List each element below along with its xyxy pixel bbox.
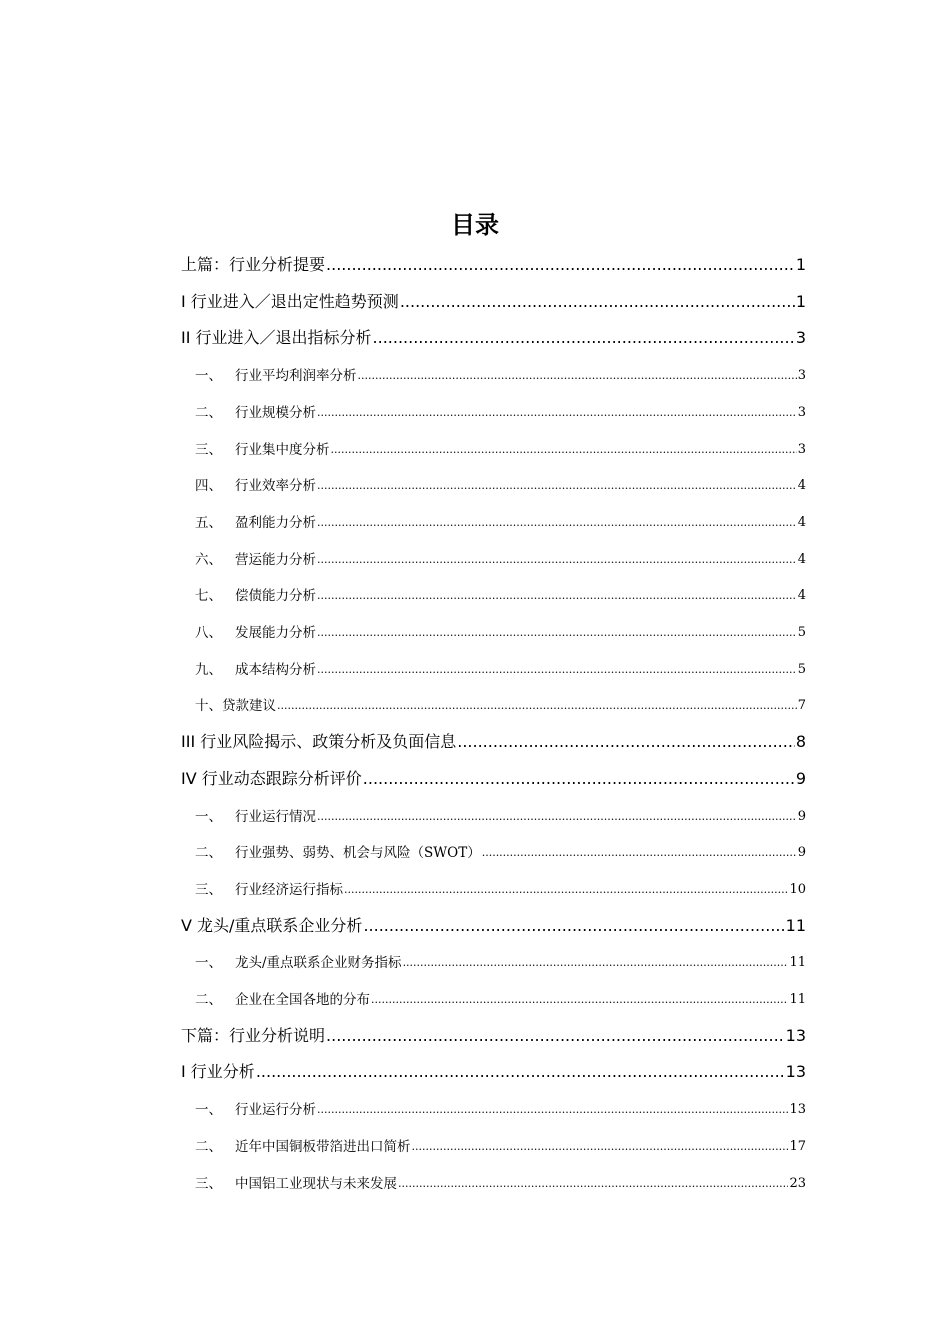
toc-page-number: 5 bbox=[797, 661, 806, 677]
toc-entry-section[interactable] bbox=[195, 362, 806, 386]
toc-entry-section[interactable] bbox=[195, 839, 806, 863]
toc-entry-label: 行业强势、弱势、机会与风险（SWOT） bbox=[235, 845, 481, 862]
toc-entry-section[interactable] bbox=[195, 509, 806, 533]
toc-dot-leader bbox=[317, 1096, 788, 1120]
toc-dot-leader bbox=[373, 325, 795, 349]
toc-dot-leader bbox=[400, 289, 795, 313]
toc-entry-label: 行业运行分析 bbox=[235, 1102, 316, 1119]
toc-entry-number: 二、 bbox=[195, 404, 222, 421]
toc-dot-leader bbox=[277, 692, 797, 716]
toc-entry-chapter[interactable] bbox=[181, 325, 806, 349]
toc-page-number: 23 bbox=[789, 1175, 806, 1191]
toc-dot-leader bbox=[344, 876, 788, 900]
toc-entry-number: 十、 bbox=[195, 698, 222, 715]
toc-entry-label: 上篇：行业分析提要 bbox=[181, 255, 326, 274]
toc-entry-label: V 龙头/重点联系企业分析 bbox=[181, 915, 363, 935]
toc-entry-section[interactable] bbox=[195, 582, 806, 606]
toc-entry-section[interactable] bbox=[195, 436, 806, 460]
toc-entry-label: 行业经济运行指标 bbox=[235, 881, 343, 898]
toc-entry-label: 行业规模分析 bbox=[235, 404, 316, 421]
toc-page-number: 13 bbox=[785, 1025, 806, 1045]
toc-entry-label: 行业运行情况 bbox=[235, 808, 316, 825]
toc-entry-label: 偿债能力分析 bbox=[235, 588, 316, 605]
toc-dot-leader bbox=[317, 399, 797, 423]
toc-dot-leader bbox=[317, 656, 797, 680]
toc-entry-number: 二、 bbox=[195, 992, 222, 1008]
toc-entry-label: 行业平均利润率分析 bbox=[235, 368, 357, 385]
toc-entry-label: 行业效率分析 bbox=[235, 478, 316, 495]
toc-entry-number: 三、 bbox=[195, 1175, 222, 1192]
toc-entry-label: I 行业进入／退出定性趋势预测 bbox=[181, 291, 399, 311]
toc-dot-leader bbox=[363, 766, 795, 790]
toc-entry-label: IV 行业动态跟踪分析评价 bbox=[181, 768, 362, 788]
toc-page-number: 11 bbox=[789, 955, 806, 971]
toc-entry-label: I 行业分析 bbox=[181, 1062, 255, 1082]
toc-entry-chapter[interactable] bbox=[181, 729, 806, 753]
toc-page-number: 11 bbox=[785, 915, 806, 935]
toc-dot-leader bbox=[317, 509, 797, 533]
toc-dot-leader bbox=[326, 1023, 785, 1047]
toc-page-number: 11 bbox=[789, 992, 806, 1007]
toc-entry-section[interactable] bbox=[195, 1133, 806, 1157]
toc-page-number: 17 bbox=[789, 1138, 806, 1154]
toc-entry-label: 下篇：行业分析说明 bbox=[181, 1025, 326, 1045]
toc-entry-number: 九、 bbox=[195, 661, 222, 678]
toc-dot-leader bbox=[371, 986, 788, 1010]
toc-page-number: 10 bbox=[789, 881, 806, 897]
toc-entry-number: 六、 bbox=[195, 551, 222, 568]
toc-dot-leader bbox=[398, 1170, 788, 1194]
toc-entry-number: 五、 bbox=[195, 514, 222, 531]
toc-entry-section[interactable] bbox=[195, 803, 806, 827]
toc-entry-number: 一、 bbox=[195, 808, 222, 825]
toc-page-number: 9 bbox=[797, 845, 806, 861]
toc-page-number: 4 bbox=[797, 588, 806, 604]
toc-entry-label: 龙头/重点联系企业财务指标 bbox=[235, 955, 402, 972]
toc-dot-leader bbox=[326, 252, 795, 276]
toc-dot-leader bbox=[331, 436, 797, 460]
toc-page-number: 1 bbox=[795, 291, 806, 311]
toc-page-number: 8 bbox=[795, 732, 806, 752]
toc-dot-leader bbox=[363, 913, 784, 937]
toc-dot-leader bbox=[403, 949, 789, 973]
toc-dot-leader bbox=[457, 729, 795, 753]
toc-dot-leader bbox=[482, 839, 797, 863]
toc-entry-number: 八、 bbox=[195, 625, 222, 641]
toc-entry-label: 营运能力分析 bbox=[235, 551, 316, 568]
toc-page-number: 3 bbox=[797, 441, 806, 457]
toc-entry-label: 近年中国铜板带箔进出口简析 bbox=[235, 1138, 411, 1155]
toc-page-number: 13 bbox=[789, 1102, 806, 1118]
toc-page-number: 9 bbox=[797, 808, 806, 824]
toc-entry-number: 三、 bbox=[195, 881, 222, 898]
toc-page-number: 4 bbox=[797, 514, 806, 530]
toc-entry-section[interactable] bbox=[195, 986, 806, 1010]
toc-entry-chapter[interactable] bbox=[181, 252, 806, 276]
toc-entry-label: 贷款建议 bbox=[222, 698, 276, 715]
toc-entry-number: 一、 bbox=[195, 955, 222, 972]
toc-entry-number: 二、 bbox=[195, 845, 222, 862]
toc-entry-section[interactable] bbox=[195, 399, 806, 423]
toc-dot-leader bbox=[317, 619, 797, 643]
toc-entry-chapter[interactable] bbox=[181, 1059, 806, 1083]
toc-entry-section[interactable] bbox=[195, 876, 806, 900]
toc-page-number: 13 bbox=[785, 1062, 806, 1082]
toc-entry-label: 发展能力分析 bbox=[235, 625, 316, 641]
toc-page-number: 1 bbox=[795, 255, 806, 274]
toc-page-number: 7 bbox=[797, 698, 806, 714]
toc-entry-label: III 行业风险揭示、政策分析及负面信息 bbox=[181, 732, 457, 752]
toc-entry-section[interactable] bbox=[195, 656, 806, 680]
toc-page-number: 3 bbox=[797, 404, 806, 420]
toc-dot-leader bbox=[317, 582, 797, 606]
toc-page-number: 4 bbox=[797, 478, 806, 494]
toc-entry-section[interactable] bbox=[195, 692, 806, 716]
toc-entry-section[interactable] bbox=[195, 546, 806, 570]
toc-entry-section[interactable] bbox=[195, 619, 806, 643]
toc-dot-leader bbox=[256, 1059, 785, 1083]
toc-entry-label: 盈利能力分析 bbox=[235, 514, 316, 531]
toc-entry-number: 一、 bbox=[195, 368, 222, 385]
toc-entry-label: II 行业进入／退出指标分析 bbox=[181, 328, 372, 348]
toc-dot-leader bbox=[317, 803, 797, 827]
toc-entry-label: 中国铝工业现状与未来发展 bbox=[235, 1175, 397, 1192]
toc-entry-number: 七、 bbox=[195, 588, 222, 605]
toc-dot-leader bbox=[358, 362, 797, 386]
toc-entry-section[interactable] bbox=[195, 1096, 806, 1120]
toc-entry-number: 一、 bbox=[195, 1102, 222, 1119]
toc-entry-chapter[interactable] bbox=[181, 289, 806, 313]
toc-dot-leader bbox=[317, 472, 797, 496]
toc-entry-number: 三、 bbox=[195, 441, 222, 458]
toc-entry-section[interactable] bbox=[195, 1170, 806, 1194]
toc-entry-number: 二、 bbox=[195, 1138, 222, 1155]
toc-entry-label: 成本结构分析 bbox=[235, 661, 316, 678]
toc-entry-chapter[interactable] bbox=[181, 1023, 806, 1047]
toc-page-number: 3 bbox=[797, 368, 806, 384]
page-title: 目录 bbox=[451, 211, 499, 239]
toc-entry-chapter[interactable] bbox=[181, 766, 806, 790]
toc-page-number: 4 bbox=[797, 551, 806, 567]
toc-entry-number: 四、 bbox=[195, 478, 222, 495]
toc-entry-label: 企业在全国各地的分布 bbox=[235, 992, 370, 1008]
toc-page-number: 5 bbox=[797, 625, 806, 640]
toc-entry-label: 行业集中度分析 bbox=[235, 441, 330, 458]
toc-page-number: 9 bbox=[795, 768, 806, 788]
toc-dot-leader bbox=[412, 1133, 789, 1157]
toc-page-number: 3 bbox=[795, 328, 806, 348]
toc-entry-section[interactable] bbox=[195, 949, 806, 973]
toc-dot-leader bbox=[317, 546, 797, 570]
toc-entry-section[interactable] bbox=[195, 472, 806, 496]
toc-entry-chapter[interactable] bbox=[181, 913, 806, 937]
